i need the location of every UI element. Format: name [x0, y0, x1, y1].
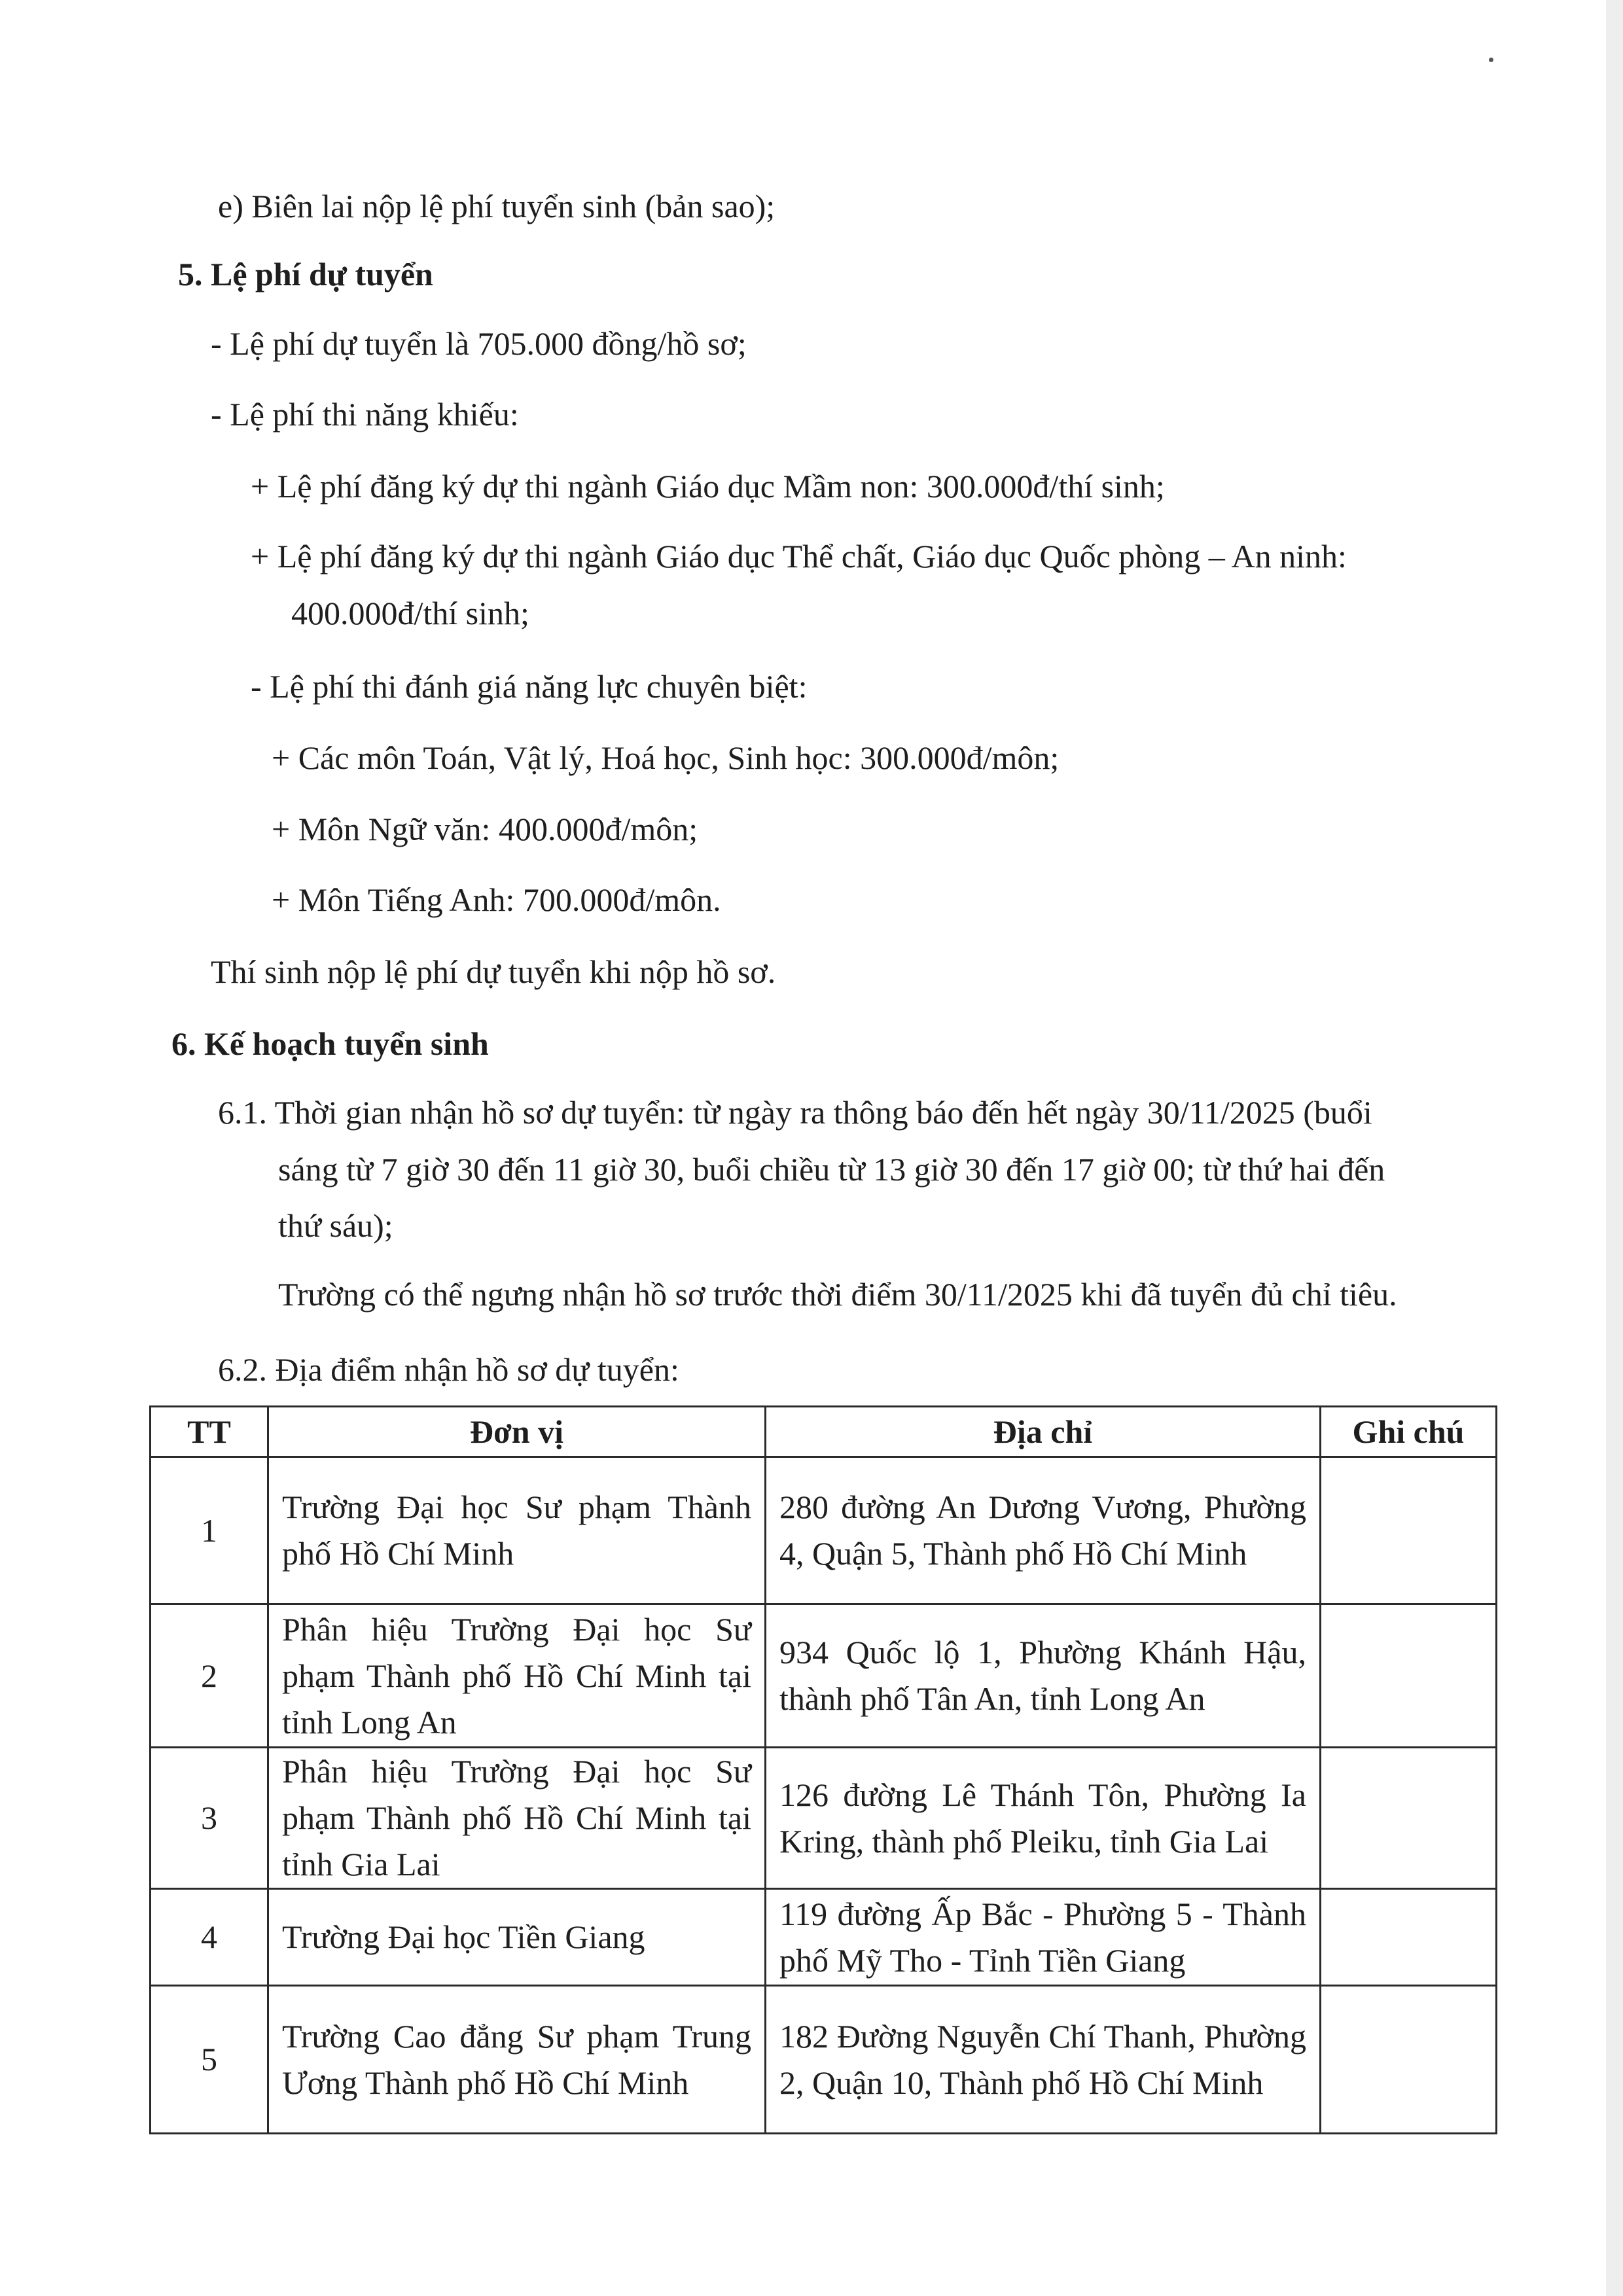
row-unit: Phân hiệu Trường Đại học Sư phạm Thành phố Hồ Chí Minh tại tỉnh Long An [268, 1604, 766, 1748]
table-row [151, 1889, 1497, 1986]
section-5-heading: 5. Lệ phí dự tuyển [178, 256, 433, 292]
row-note [1321, 1604, 1497, 1748]
row-number: 2 [151, 1604, 268, 1748]
row-number: 5 [151, 1986, 268, 2134]
application-fee-text: - Lệ phí dự tuyển là 705.000 đồng/hồ sơ; [211, 325, 747, 362]
pe-fee-text-line2: 400.000đ/thí sinh; [291, 595, 529, 631]
header-address: Địa chỉ [766, 1407, 1321, 1457]
header-note: Ghi chú [1321, 1407, 1497, 1457]
row-address: 119 đường Ấp Bắc - Phường 5 - Thành phố Mỹ Tho - Tỉnh Tiền Giang [766, 1889, 1321, 1986]
fee-note-text: Thí sinh nộp lệ phí dự tuyển khi nộp hồ sơ. [211, 953, 776, 990]
table-row [151, 1604, 1497, 1748]
row-unit: Phân hiệu Trường Đại học Sư phạm Thành phố Hồ Chí Minh tại tỉnh Gia Lai [268, 1748, 766, 1889]
timeline-text-line3: thứ sáu); [278, 1207, 393, 1244]
header-tt: TT [151, 1407, 268, 1457]
item-e-text: e) Biên lai nộp lệ phí tuyển sinh (bản sao); [218, 188, 776, 224]
preschool-fee-text: + Lệ phí đăng ký dự thi ngành Giáo dục Mầm non: 300.000đ/thí sinh; [251, 468, 1165, 504]
row-note [1321, 1889, 1497, 1986]
row-unit: Trường Đại học Sư phạm Thành phố Hồ Chí Minh [268, 1457, 766, 1604]
scan-speck [1489, 58, 1493, 62]
row-address: 182 Đường Nguyễn Chí Thanh, Phường 2, Quận 10, Thành phố Hồ Chí Minh [766, 1986, 1321, 2134]
timeline-text-line4: Trường có thể ngưng nhận hồ sơ trước thời điểm 30/11/2025 khi đã tuyển đủ chỉ tiêu. [278, 1276, 1397, 1313]
row-note [1321, 1457, 1497, 1604]
table-header-row [151, 1407, 1497, 1457]
row-note [1321, 1748, 1497, 1889]
header-unit: Đơn vị [268, 1407, 766, 1457]
literature-fee-text: + Môn Ngữ văn: 400.000đ/môn; [272, 811, 698, 847]
scan-edge [1606, 0, 1623, 2296]
table-row [151, 1748, 1497, 1889]
row-number: 1 [151, 1457, 268, 1604]
row-number: 4 [151, 1889, 268, 1986]
locations-table [149, 1405, 1497, 2134]
locations-heading: 6.2. Địa điểm nhận hồ sơ dự tuyển: [218, 1351, 679, 1388]
table-row [151, 1457, 1497, 1604]
special-fee-text: - Lệ phí thi đánh giá năng lực chuyên biệt: [251, 668, 808, 705]
timeline-text-line2: sáng từ 7 giờ 30 đến 11 giờ 30, buổi chiều từ 13 giờ 30 đến 17 giờ 00; từ thứ hai đến [278, 1151, 1385, 1188]
aptitude-fee-text: - Lệ phí thi năng khiếu: [211, 396, 519, 433]
table-row [151, 1986, 1497, 2134]
row-address: 126 đường Lê Thánh Tôn, Phường Ia Kring, thành phố Pleiku, tỉnh Gia Lai [766, 1748, 1321, 1889]
timeline-text-line1: 6.1. Thời gian nhận hồ sơ dự tuyển: từ ngày ra thông báo đến hết ngày 30/11/2025 (buổi [218, 1094, 1372, 1131]
science-fee-text: + Các môn Toán, Vật lý, Hoá học, Sinh học: 300.000đ/môn; [272, 739, 1060, 776]
row-unit: Trường Đại học Tiền Giang [268, 1889, 766, 1986]
row-address: 934 Quốc lộ 1, Phường Khánh Hậu, thành phố Tân An, tỉnh Long An [766, 1604, 1321, 1748]
row-number: 3 [151, 1748, 268, 1889]
row-address: 280 đường An Dương Vương, Phường 4, Quận 5, Thành phố Hồ Chí Minh [766, 1457, 1321, 1604]
english-fee-text: + Môn Tiếng Anh: 700.000đ/môn. [272, 881, 721, 918]
row-unit: Trường Cao đẳng Sư phạm Trung Ương Thành phố Hồ Chí Minh [268, 1986, 766, 2134]
section-6-heading: 6. Kế hoạch tuyển sinh [171, 1025, 489, 1062]
row-note [1321, 1986, 1497, 2134]
pe-fee-text-line1: + Lệ phí đăng ký dự thi ngành Giáo dục Thể chất, Giáo dục Quốc phòng – An ninh: [251, 538, 1347, 574]
